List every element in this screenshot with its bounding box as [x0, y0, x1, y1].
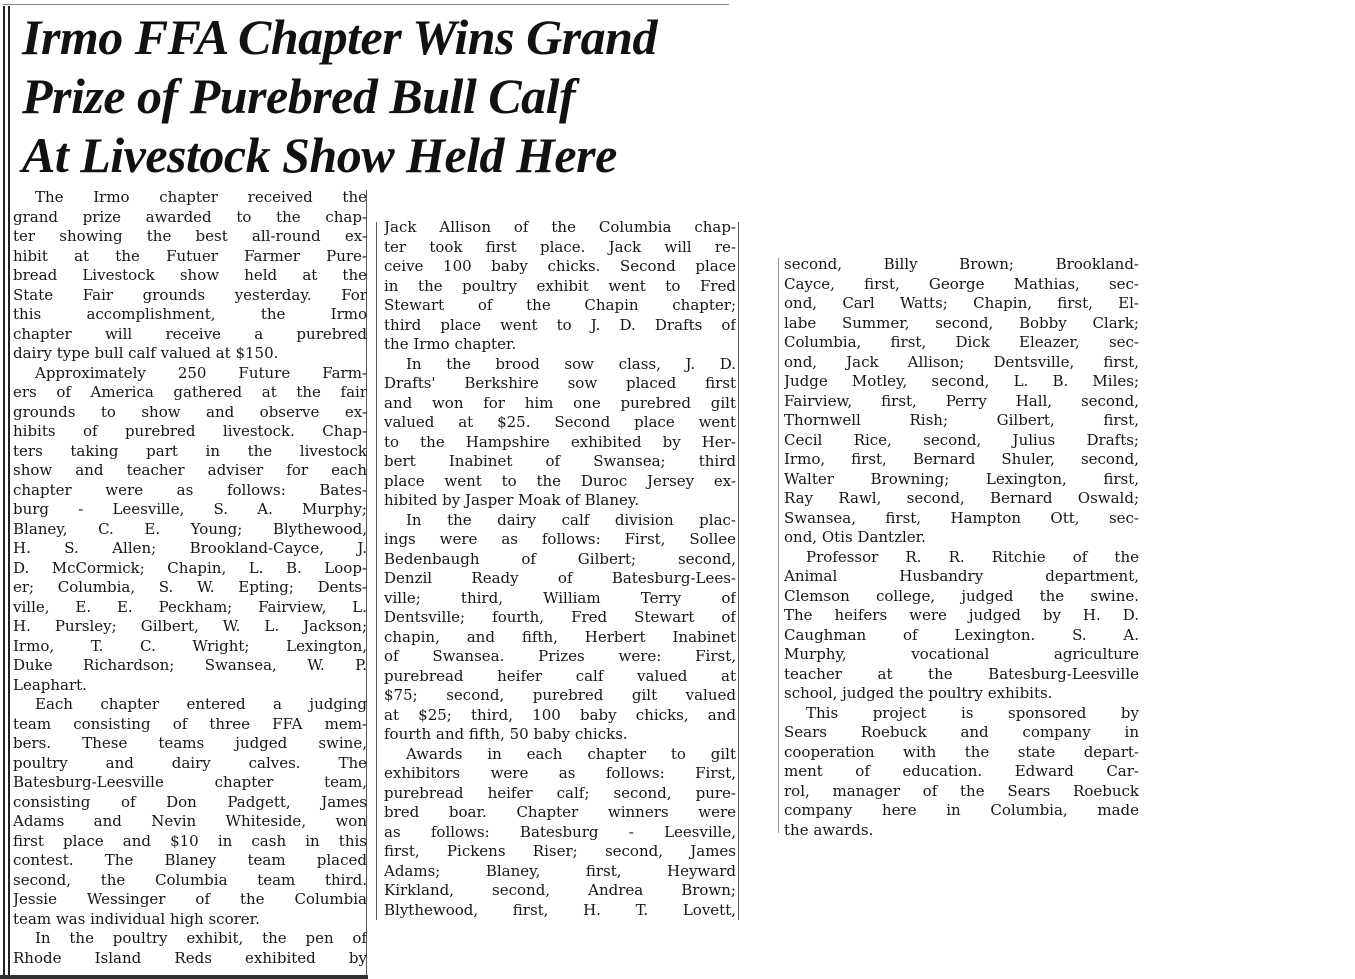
text-line: bread Livestock show held at the [13, 266, 367, 284]
headline-line: Prize of Purebred Bull Calf [22, 68, 576, 124]
text-line: second, the Columbia team third. [13, 870, 367, 889]
text-line: Duke Richardson; Swansea, W. P. [13, 656, 367, 674]
text-line: hibit at the Futuer Farmer Pure- [13, 246, 367, 265]
text-line: Bedenbaugh of Gilbert; second, [384, 549, 736, 568]
paragraph [384, 218, 736, 355]
text-line: H. S. Allen; Brookland-Cayce, J. [13, 539, 367, 557]
text-line: Cecil Rice, second, Julius Drafts; [784, 430, 1139, 449]
paragraph [384, 511, 736, 745]
text-line: place went to the Duroc Jersey ex- [384, 471, 736, 490]
text-line: Irmo, first, Bernard Shuler, second, [784, 450, 1139, 468]
text-line: consisting of Don Padgett, James [13, 792, 367, 811]
left-border-rule-inner [8, 6, 10, 979]
paragraph [784, 255, 1139, 548]
text-line: cooperation with the state depart- [784, 742, 1139, 761]
text-line: dairy type bull calf valued at $150. [13, 344, 279, 362]
text-line: to the Hampshire exhibited by Her- [384, 432, 736, 451]
text-line: In the brood sow class, J. D. [406, 354, 736, 373]
text-line: poultry and dairy calves. The [13, 753, 367, 772]
text-line: rol, manager of the Sears Roebuck [784, 781, 1139, 800]
text-line: Adams; Blaney, first, Heyward [384, 861, 736, 880]
text-line: second, Billy Brown; Brookland- [784, 255, 1139, 273]
column-2-right-rule [738, 222, 739, 920]
paragraph [384, 745, 736, 921]
headline-line: Irmo FFA Chapter Wins Grand [22, 9, 657, 65]
text-line: Clemson college, judged the swine. [784, 586, 1139, 605]
text-line: first, Pickens Riser; second, James [384, 842, 736, 860]
paragraph [384, 355, 736, 511]
left-border-rule [3, 6, 5, 979]
text-line: Blythewood, first, H. T. Lovett, [384, 900, 736, 919]
text-line: ings were as follows: First, Sollee [384, 530, 736, 548]
article-column-2 [384, 218, 736, 920]
text-line: State Fair grounds yesterday. For [13, 285, 367, 304]
top-border-rule [3, 4, 729, 5]
text-line: ond, Jack Allison; Dentsville, first, [784, 352, 1139, 371]
text-line: The Irmo chapter received the [35, 188, 367, 206]
paragraph [13, 929, 367, 968]
text-line: Awards in each chapter to gilt [406, 744, 736, 763]
text-line: chapter were as follows: Bates- [13, 480, 367, 499]
text-line: Fairview, first, Perry Hall, second, [784, 391, 1139, 410]
text-line: company here in Columbia, made [784, 801, 1139, 819]
text-line: Cayce, first, George Mathias, sec- [784, 274, 1139, 293]
text-line: third place went to J. D. Drafts of [384, 315, 736, 334]
text-line: Each chapter entered a judging [35, 695, 367, 713]
text-line: as follows: Batesburg - Leesville, [384, 822, 736, 841]
text-line: In the dairy calf division plac- [406, 510, 736, 529]
paragraph [784, 548, 1139, 704]
column-3-left-rule [778, 258, 779, 833]
text-line: valued at $25. Second place went [384, 413, 736, 431]
text-line: Adams and Nevin Whiteside, won [13, 812, 367, 830]
text-line: ter took first place. Jack will re- [384, 237, 736, 256]
text-line: H. Pursley; Gilbert, W. L. Jackson; [13, 617, 367, 635]
text-line: Thornwell Rish; Gilbert, first, [784, 411, 1139, 429]
text-line: Swansea, first, Hampton Ott, sec- [784, 508, 1139, 527]
text-line: Dentsville; fourth, Fred Stewart of [384, 608, 736, 626]
text-line: labe Summer, second, Bobby Clark; [784, 313, 1139, 332]
paragraph [13, 188, 367, 364]
text-line: Stewart of the Chapin chapter; [384, 296, 736, 314]
text-line: in the poultry exhibit went to Fred [384, 276, 736, 295]
text-line: chapin, and fifth, Herbert Inabinet [384, 627, 736, 646]
text-line: the awards. [784, 820, 874, 839]
text-line: In the poultry exhibit, the pen of [35, 929, 367, 947]
text-line: ters taking part in the livestock [13, 441, 367, 460]
article-column-3 [784, 255, 1139, 840]
text-line: Murphy, vocational agriculture [784, 645, 1139, 663]
text-line: ville; third, William Terry of [384, 588, 736, 607]
text-line: bred boar. Chapter winners were [384, 803, 736, 821]
text-line: ville, E. E. Peckham; Fairview, L. [13, 597, 367, 616]
text-line: contest. The Blaney team placed [13, 851, 367, 869]
text-line: exhibitors were as follows: First, [384, 764, 736, 782]
text-line: Jack Allison of the Columbia chap- [384, 218, 736, 236]
text-line: bers. These teams judged swine, [13, 734, 367, 752]
text-line: team was individual high scorer. [13, 909, 260, 928]
text-line: team consisting of three FFA mem- [13, 714, 367, 733]
paragraph [784, 704, 1139, 841]
text-line: Professor R. R. Ritchie of the [806, 547, 1139, 566]
text-line: Caughman of Lexington. S. A. [784, 625, 1139, 644]
text-line: and won for him one purebred gilt [384, 393, 736, 412]
text-line: school, judged the poultry exhibits. [784, 684, 1053, 702]
text-line: grand prize awarded to the chap- [13, 207, 367, 226]
text-line: Denzil Ready of Batesburg-Lees- [384, 569, 736, 587]
text-line: Kirkland, second, Andrea Brown; [384, 881, 736, 899]
text-line: purebread heifer calf valued at [384, 666, 736, 685]
text-line: Columbia, first, Dick Eleazer, sec- [784, 333, 1139, 351]
text-line: Batesburg-Leesville chapter team, [13, 773, 367, 791]
text-line: burg - Leesville, S. A. Murphy; [13, 500, 367, 518]
text-line: hibits of purebred livestock. Chap- [13, 422, 367, 440]
text-line: purebread heifer calf; second, pure- [384, 783, 736, 802]
text-line: Approximately 250 Future Farm- [35, 363, 367, 382]
headline [22, 8, 732, 185]
text-line: The heifers were judged by H. D. [784, 606, 1139, 624]
text-line: D. McCormick; Chapin, L. B. Loop- [13, 558, 367, 577]
text-line: hibited by Jasper Moak of Blaney. [384, 491, 640, 509]
bottom-shadow [0, 975, 368, 979]
text-line: Rhode Island Reds exhibited by [13, 948, 367, 967]
text-line: chapter will receive a purebred [13, 324, 367, 343]
text-line: first place and $10 in cash in this [13, 831, 367, 850]
text-line: Sears Roebuck and company in [784, 723, 1139, 741]
text-line: grounds to show and observe ex- [13, 402, 367, 421]
article-column-1 [13, 188, 367, 968]
text-line: show and teacher adviser for each [13, 461, 367, 479]
text-line: ter showing the best all-round ex- [13, 227, 367, 245]
column-2-left-rule [376, 222, 377, 920]
text-line: ond, Carl Watts; Chapin, first, El- [784, 294, 1139, 312]
paragraph [13, 364, 367, 696]
text-line: this accomplishment, the Irmo [13, 305, 367, 323]
text-line: Jessie Wessinger of the Columbia [13, 890, 367, 908]
text-line: Irmo, T. C. Wright; Lexington, [13, 636, 367, 655]
text-line: Drafts' Berkshire sow placed first [384, 374, 736, 392]
text-line: Walter Browning; Lexington, first, [784, 469, 1139, 488]
text-line: ceive 100 baby chicks. Second place [384, 257, 736, 275]
text-line: Judge Motley, second, L. B. Miles; [784, 372, 1139, 390]
text-line: er; Columbia, S. W. Epting; Dents- [13, 578, 367, 596]
text-line: Blaney, C. E. Young; Blythewood, [13, 519, 367, 538]
headline-line: At Livestock Show Held Here [22, 127, 617, 183]
text-line: fourth and fifth, 50 baby chicks. [384, 725, 628, 743]
text-line: at $25; third, 100 baby chicks, and [384, 705, 736, 724]
text-line: bert Inabinet of Swansea; third [384, 452, 736, 470]
text-line: teacher at the Batesburg-Leesville [784, 664, 1139, 683]
text-line: $75; second, purebred gilt valued [384, 686, 736, 704]
text-line: This project is sponsored by [806, 703, 1139, 722]
text-line: the Irmo chapter. [384, 335, 517, 353]
paragraph [13, 695, 367, 929]
text-line: ment of education. Edward Car- [784, 762, 1139, 780]
text-line: of Swansea. Prizes were: First, [384, 647, 736, 665]
text-line: ond, Otis Dantzler. [784, 528, 926, 546]
text-line: Leaphart. [13, 675, 87, 694]
text-line: Animal Husbandry department, [784, 567, 1139, 585]
text-line: ers of America gathered at the fair [13, 383, 367, 401]
text-line: Ray Rawl, second, Bernard Oswald; [784, 489, 1139, 507]
